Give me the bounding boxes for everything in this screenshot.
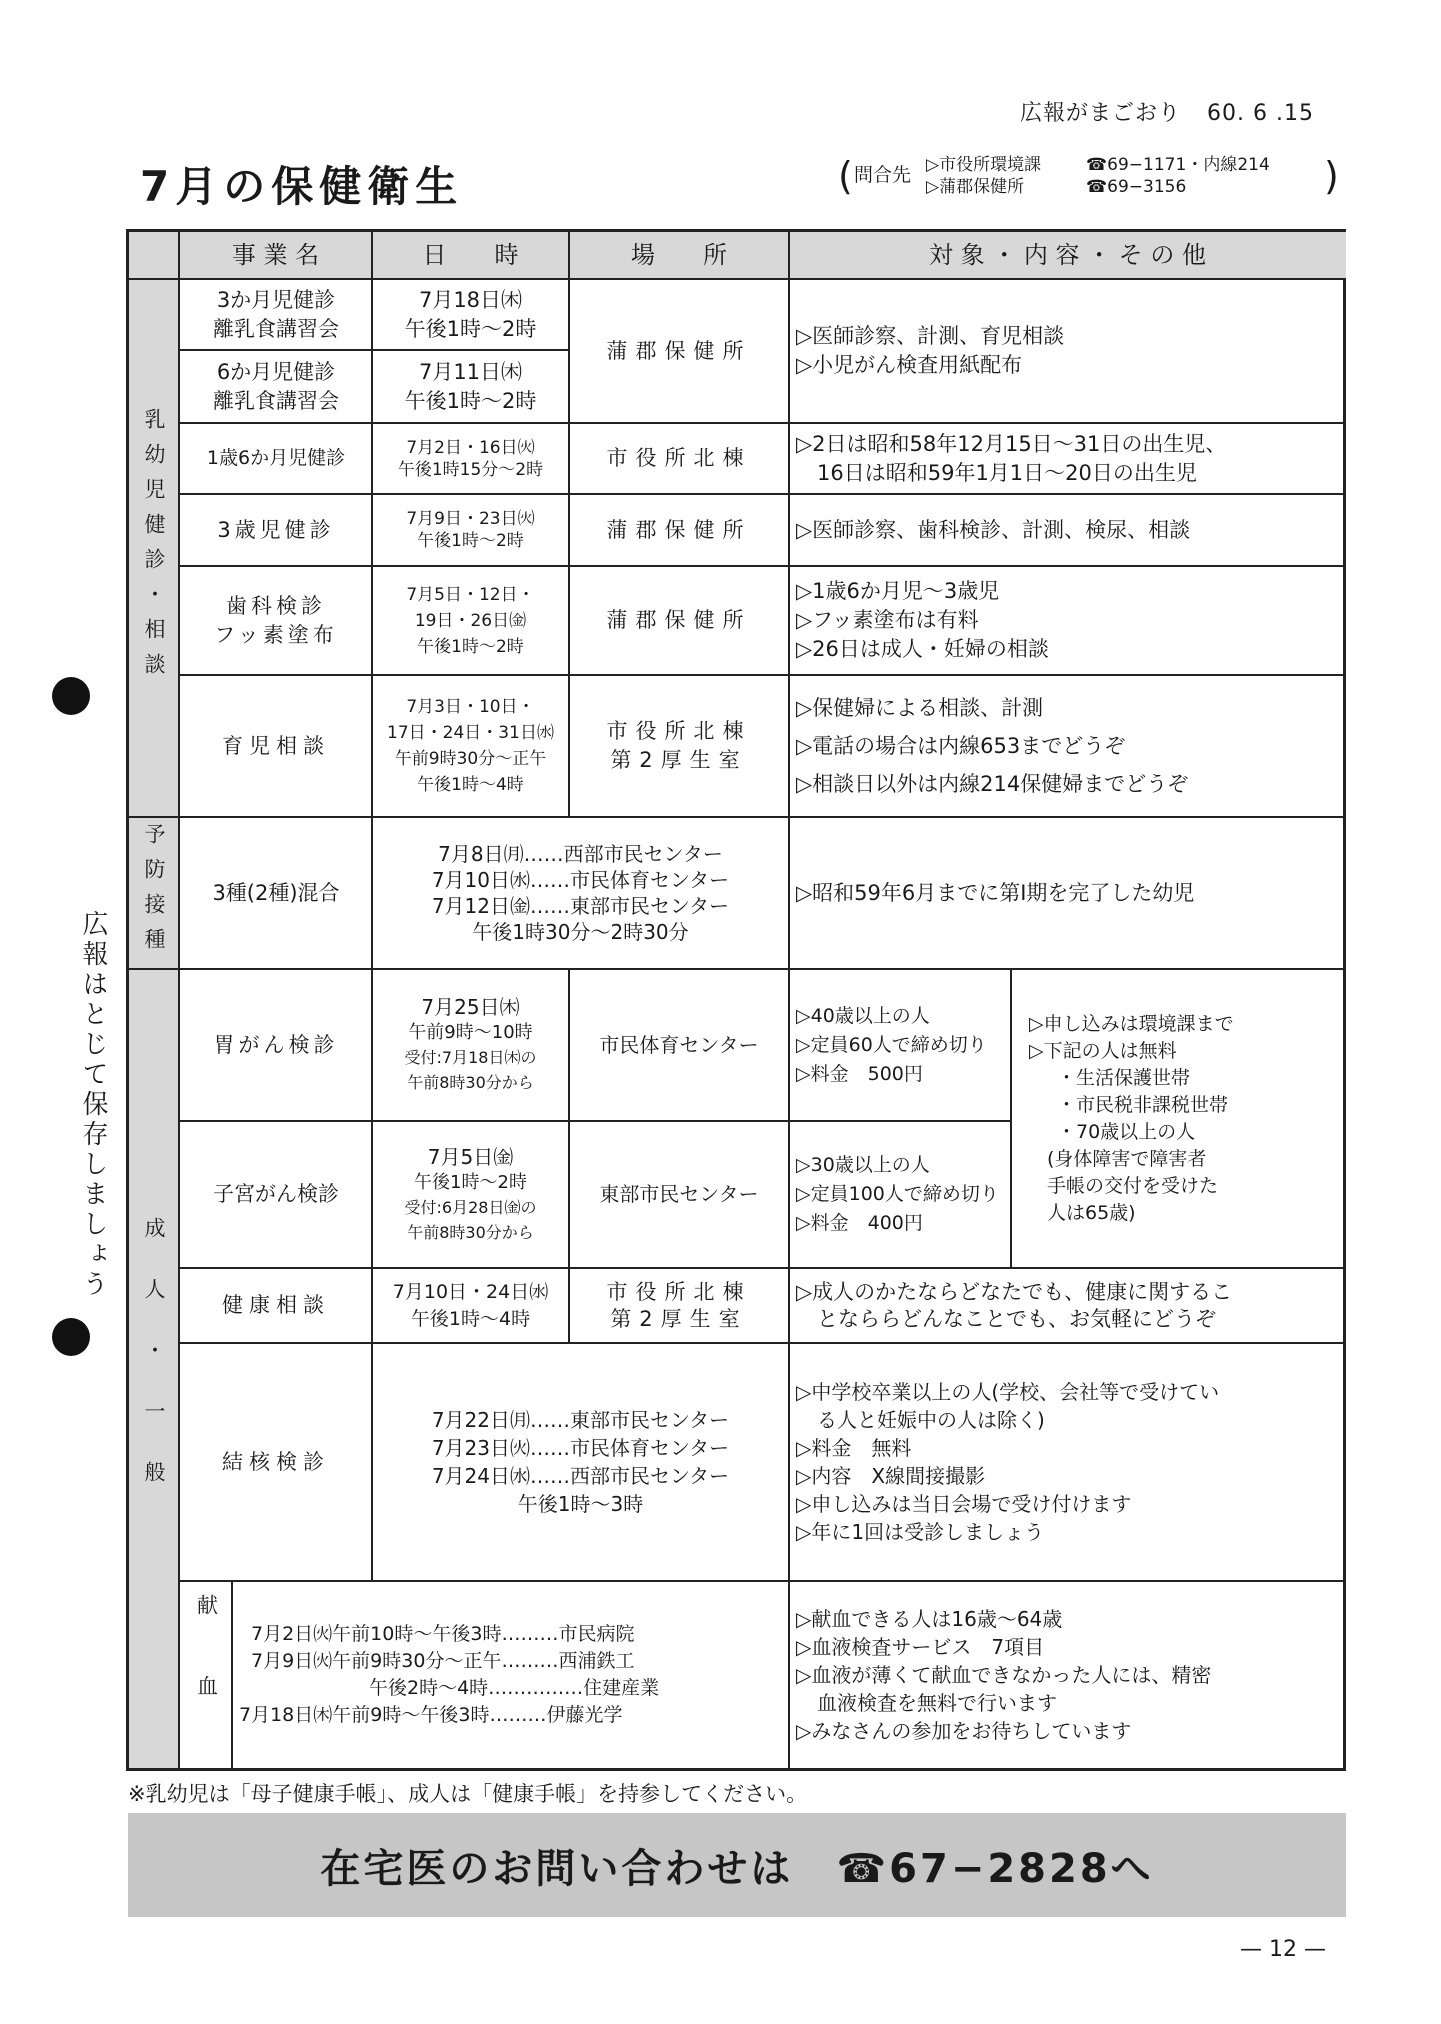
header-details: 対 象 ・ 内 容 ・ そ の 他 [789,232,1346,278]
inquiry-office-2: ▷蒲郡保健所 [926,177,1025,197]
date-line: 17日・24日・31日㈬ [387,723,554,743]
detail-line: ▷フッ素塗布は有料 [796,608,979,632]
program-name: 3歳児健診 [217,517,335,542]
details [790,970,1012,1120]
details [790,495,1346,565]
program-name-vertical: 献血 [194,1594,219,1756]
page-number: — 12 — [1240,1937,1326,1962]
detail-line: ▷医師診察、歯科検診、計測、検尿、相談 [796,517,1191,542]
date-line: 午前8時30分から [407,1222,534,1242]
program-name-line: 離乳食講習会 [213,316,339,341]
date-line: 7月18日㈭ [418,287,523,312]
footnote: ※乳幼児は「母子健康手帳」、成人は「健康手帳」を持参してください。 [128,1782,808,1806]
detail-line: ▷保健婦による相談、計測 [796,696,1044,720]
detail-line: ▷料金 無料 [796,1436,912,1460]
date-line: 午前9時〜10時 [408,1022,533,1043]
note-line: 人は65歳) [1047,1201,1136,1224]
health-schedule-table [126,229,1346,1771]
publication-name: 広報がまごおり [1020,101,1182,126]
grid-line [178,232,180,1768]
date-time [373,970,568,1120]
detail-line: ▷料金 400円 [796,1212,923,1234]
schedule-line: 7月9日㈫午前9時30分〜正午………西浦鉄工 [251,1650,635,1672]
date-line: 7月11日㈭ [418,359,523,384]
header-corner [129,232,179,278]
date-line: 午後1時〜2時 [404,388,537,413]
program-name-line: フッ素塗布 [214,622,338,647]
place: 蒲郡保健所 [606,517,752,542]
details [790,1122,1012,1267]
date-time [373,1344,788,1580]
date-line: 7月5日・12日・ [406,584,535,605]
detail-line: ▷相談日以外は内線214保健婦までどうぞ [796,772,1189,796]
home-doctor-banner: 在宅医のお問い合わせは ☎67−2828へ [128,1813,1346,1917]
details [790,818,1346,968]
program-name-line: 離乳食講習会 [213,388,339,413]
place-line: 第2厚生室 [610,748,748,772]
detail-line: ▷定員60人で締め切り [796,1033,987,1056]
program-name [181,280,371,349]
details [790,567,1346,674]
inquiry-phone-1: ☎69−1171・内線214 [1086,155,1270,175]
details [790,280,1346,422]
date-line: 7月9日・23日㈫ [406,509,535,529]
program-name-line: 6か月児健診 [216,359,336,384]
date-time [373,567,568,674]
detail-line: ▷申し込みは当日会場で受け付けます [796,1492,1132,1516]
inquiry-line-1 [926,154,1270,176]
place: 蒲郡保健所 [606,338,752,363]
date-time [373,676,568,816]
note-line: ・生活保護世帯 [1057,1066,1191,1089]
detail-line: 血液検査を無料で行います [817,1691,1057,1715]
date-line: 7月10日・24日㈬ [392,1280,549,1303]
inquiry-line-2 [926,176,1186,198]
detail-line: ▷中学校卒業以上の人(学校、会社等で受けてい [796,1380,1220,1404]
inquiry-label: 問合先 [854,164,912,186]
schedule-line: 午後2時〜4時……………住建産業 [369,1677,660,1699]
note-line: ▷申し込みは環境課まで [1029,1012,1234,1035]
note-line: ・市民税非課税世帯 [1057,1093,1229,1116]
place-line: 市役所北棟 [606,1279,752,1304]
date-time [373,424,568,493]
date-line: 7月23日㈫……市民体育センター [431,1436,730,1460]
cancer-screening-note [1015,970,1341,1267]
left-paren: ( [838,154,853,198]
place: 蒲郡保健所 [606,608,752,632]
header-program: 事 業 名 [179,232,372,278]
publication-date: 60. 6 .15 [1207,101,1314,126]
detail-line: ▷昭和59年6月までに第Ⅰ期を完了した幼児 [796,880,1195,905]
category-vaccination [129,818,179,968]
details [790,1344,1346,1580]
note-line: ▷下記の人は無料 [1029,1039,1177,1062]
binding-hole [52,1318,90,1356]
date-line: 7月25日㈭ [421,995,520,1019]
program-name: 健康相談 [222,1293,330,1317]
newsletter-header [1020,96,1314,127]
date-line: 7月5日㈮ [427,1144,514,1169]
program-name: 3種(2種)混合 [212,880,340,905]
grid-line [231,1580,233,1768]
side-binding-note: 広報はとじて保存しましょう [78,910,108,1300]
category-adult-label: 成人・一般 [142,1216,166,1522]
place: 東部市民センター [599,1182,759,1206]
date-line: 午後1時〜3時 [517,1492,644,1516]
date-time [373,351,568,422]
note-line: ・70歳以上の人 [1057,1120,1196,1143]
place [570,1269,788,1342]
date-line: 受付:6月28日㈮の [404,1197,537,1217]
detail-line: ▷26日は成人・妊婦の相談 [796,637,1049,661]
program-name [181,351,371,422]
schedule-line: 7月18日㈭午前9時〜午後3時………伊藤光学 [239,1704,623,1726]
inquiry-office-1: ▷市役所環境課 [926,155,1042,175]
date-line: 7月22日㈪……東部市民センター [431,1408,730,1432]
date-line: 7月8日㈪……西部市民センター [438,842,723,866]
detail-line: ▷電話の場合は内線653までどうぞ [796,734,1126,758]
detail-line: 16日は昭和59年1月1日〜20日の出生児 [817,460,1197,485]
date-line: 午後1時〜4時 [417,775,524,795]
date-line: 7月2日・16日㈫ [406,437,535,458]
details [790,1269,1346,1342]
date-line: 午後1時30分〜2時30分 [472,920,689,944]
category-infant [129,280,179,816]
detail-line: ▷定員100人で締め切り [796,1183,999,1205]
schedule-line: 7月2日㈫午前10時〜午後3時………市民病院 [251,1623,635,1645]
date-line: 午後1時〜4時 [410,1307,531,1330]
detail-line: ▷医師診察、計測、育児相談 [796,324,1065,348]
place: 市民体育センター [599,1032,759,1057]
program-name: 1歳6か月児健診 [206,447,346,469]
detail-line: ▷血液検査サービス 7項目 [796,1635,1045,1659]
date-time [373,1122,568,1267]
details [790,424,1346,493]
right-paren: ) [1324,154,1339,198]
category-vaccination-label: 予防接種 [142,823,166,963]
program-name-line: 歯科検診 [226,593,326,618]
detail-line: ▷料金 500円 [796,1062,923,1085]
date-line: 7月12日㈮……東部市民センター [431,894,730,918]
date-line: 午前9時30分〜正午 [394,749,547,769]
date-line: 19日・26日㈮ [414,610,527,631]
program-name: 育児相談 [222,733,330,758]
page-title: 7月の保健衛生 [140,162,464,211]
details [790,1582,1346,1768]
detail-line: ▷内容 X線間接撮影 [796,1464,986,1488]
note-line: 手帳の交付を受けた [1047,1174,1219,1197]
program-name: 子宮がん検診 [213,1182,339,1206]
date-line: 午後1時15分〜2時 [397,459,544,480]
category-infant-label: 乳幼児健診・相談 [142,408,166,688]
date-time [373,1269,568,1342]
date-line: 7月24日㈬……西部市民センター [431,1464,730,1488]
detail-line: となららどんなことでも、お気軽にどうぞ [817,1306,1216,1331]
detail-line: ▷30歳以上の人 [796,1154,930,1176]
date-line: 午後1時〜2時 [414,1171,527,1193]
detail-line: ▷献血できる人は16歳〜64歳 [796,1607,1063,1631]
detail-line: ▷成人のかたならどなたでも、健康に関するこ [796,1279,1233,1304]
place: 市役所北棟 [606,446,752,470]
program-name [181,1582,231,1768]
date-line: 午後1時〜2時 [417,531,524,551]
program-name: 結核検診 [222,1449,330,1474]
program-name-line: 3か月児健診 [216,287,336,312]
inquiry-phone-2: ☎69−3156 [1086,177,1187,197]
place [570,676,788,816]
detail-line: ▷1歳6か月児〜3歳児 [796,579,1000,603]
date-line: 午前8時30分から [407,1073,534,1092]
header-datetime: 日 時 [372,232,569,278]
date-line: 午後1時〜2時 [417,636,524,657]
date-time [373,280,568,349]
note-line: (身体障害で障害者 [1047,1147,1207,1170]
detail-line: ▷みなさんの参加をお待ちしています [796,1719,1132,1743]
detail-line: ▷年に1回は受診しましょう [796,1520,1045,1544]
date-line: 7月10日㈬……市民体育センター [431,868,730,892]
date-line: 受付:7月18日㈭の [404,1048,537,1067]
date-line: 7月3日・10日・ [406,697,535,717]
detail-line: ▷小児がん検査用紙配布 [796,353,1023,377]
category-adult [129,970,179,1768]
place-line: 第2厚生室 [610,1306,748,1331]
detail-line: る人と妊娠中の人は除く) [817,1408,1045,1432]
date-time [373,818,788,968]
binding-hole [52,677,90,715]
date-time [373,495,568,565]
blood-donation-schedule [239,1582,784,1768]
date-line: 午後1時〜2時 [404,316,537,341]
program-name [181,567,371,674]
detail-line: ▷2日は昭和58年12月15日〜31日の出生児、 [796,431,1227,456]
detail-line: ▷40歳以上の人 [796,1004,930,1027]
detail-line: ▷血液が薄くて献血できなかった人には、精密 [796,1663,1212,1687]
program-name: 胃がん検診 [213,1032,339,1057]
place-line: 市役所北棟 [606,719,752,743]
details [790,676,1346,816]
header-place: 場 所 [569,232,789,278]
